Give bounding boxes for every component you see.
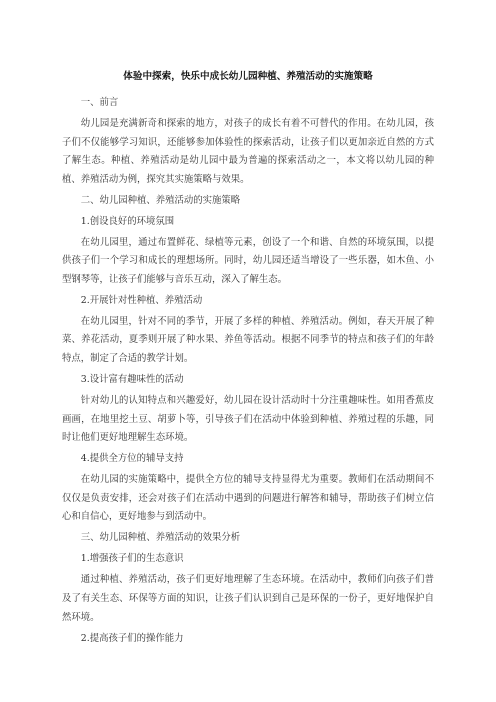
body-paragraph: 通过种植、养殖活动，孩子们更好地理解了生态环境。在活动中，教师们向孩子们普及了有关生态、环保等方面的知识，让孩子们认识到自己是环保的一份子，更好地保护自然环境。: [62, 574, 434, 623]
body-paragraph: 在幼儿园里，针对不同的季节，开展了多样的种植、养殖活动。例如，春天开展了种菜、养花活动，夏季则开展了种水果、养鱼等活动。根据不同季节的特点和孩子们的年龄特点，制定了合适的教学计划。: [62, 315, 434, 365]
section-heading: 二、幼儿园种植、养殖活动的实施策略: [80, 194, 241, 206]
body-paragraph: 在幼儿园里，通过布置鲜花、绿植等元素，创设了一个和谐、自然的环境氛围，以提供孩子们一个学习和成长的理想场所。同时，幼儿园还适当增设了一些乐器，如木鱼、小型钢琴等，让孩子们能够与音乐互动，深入了解生态。: [62, 236, 434, 285]
body-paragraph: 在幼儿园的实施策略中，提供全方位的辅导支持显得尤为重要。教师们在活动期间不仅仅是负责安排，还会对孩子们在活动中遇到的问题进行解答和辅导，帮助孩子们树立信心和自信心，更好地参与到活动中。: [62, 474, 434, 523]
section-heading: 1.增强孩子们的生态意识: [80, 553, 184, 565]
section-heading: 三、幼儿园种植、养殖活动的效果分析: [80, 532, 241, 544]
section-heading: 2.开展针对性种植、养殖活动: [80, 294, 203, 306]
body-paragraph: 幼儿园是充满新奇和探索的地方，对孩子的成长有着不可替代的作用。在幼儿园，孩子们不仅能够学习知识，还能够参加体验性的探索活动，让孩子们以更加亲近自然的方式了解生态。种植、养殖活动是幼儿园中最为普遍的探索活动之一，本文将以幼儿园的种植、养殖活动为例，探究其实施策略与效果。: [62, 117, 434, 185]
section-heading: 一、前言: [80, 97, 119, 108]
section-heading: 3.设计富有趣味性的活动: [80, 374, 184, 386]
section-heading: 1.创设良好的环境氛围: [80, 215, 175, 227]
section-heading: 2.提高孩子们的操作能力: [80, 632, 184, 644]
section-heading: 4.提供全方位的辅导支持: [80, 453, 184, 465]
body-paragraph: 针对幼儿的认知特点和兴趣爱好，幼儿园在设计活动时十分注重趣味性。如用香蕉皮画画，在地里挖土豆、胡萝卜等，引导孩子们在活动中体验到种植、养殖过程的乐趣，同时让他们更好地理解生态环境。: [62, 395, 434, 444]
document-title: 体验中探索，快乐中成长幼儿园种植、养殖活动的实施策略: [123, 71, 373, 82]
document-body: [62, 94, 434, 648]
